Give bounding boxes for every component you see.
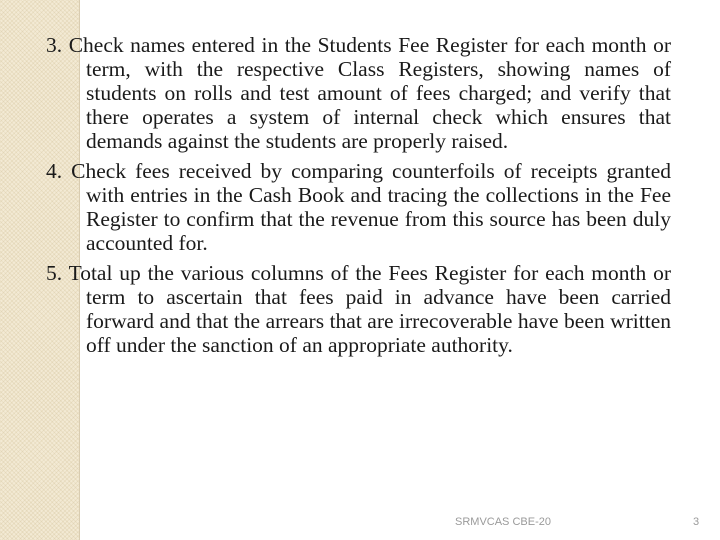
list-item-3 (46, 33, 671, 153)
item-number: 5. (46, 261, 63, 285)
item-number: 4. (46, 159, 63, 183)
item-text: Check fees received by comparing counterfoils of receipts granted with entries in the Cash Book and tracing the collections in the Fee Register to confirm that the revenue from this source has been duly accounted for. (71, 159, 672, 255)
list-item-5 (46, 261, 671, 357)
item-text: Check names entered in the Students Fee Register for each month or term, with the respective Class Registers, showing names of students on rolls and test amount of fees charged; and verify that there operates a system of internal check which ensures that demands against the students are properly raised. (68, 33, 671, 153)
page-number: 3 (693, 516, 700, 528)
slide-content (46, 33, 671, 363)
footer-label: SRMVCAS CBE-20 (455, 516, 551, 528)
list-item-4 (46, 159, 671, 255)
item-text: Total up the various columns of the Fees Register for each month or term to ascertain that fees paid in advance have been carried forward and that the arrears that are irrecoverable have been written off under the sanction of an appropriate authority. (68, 261, 671, 357)
item-number: 3. (46, 33, 63, 57)
